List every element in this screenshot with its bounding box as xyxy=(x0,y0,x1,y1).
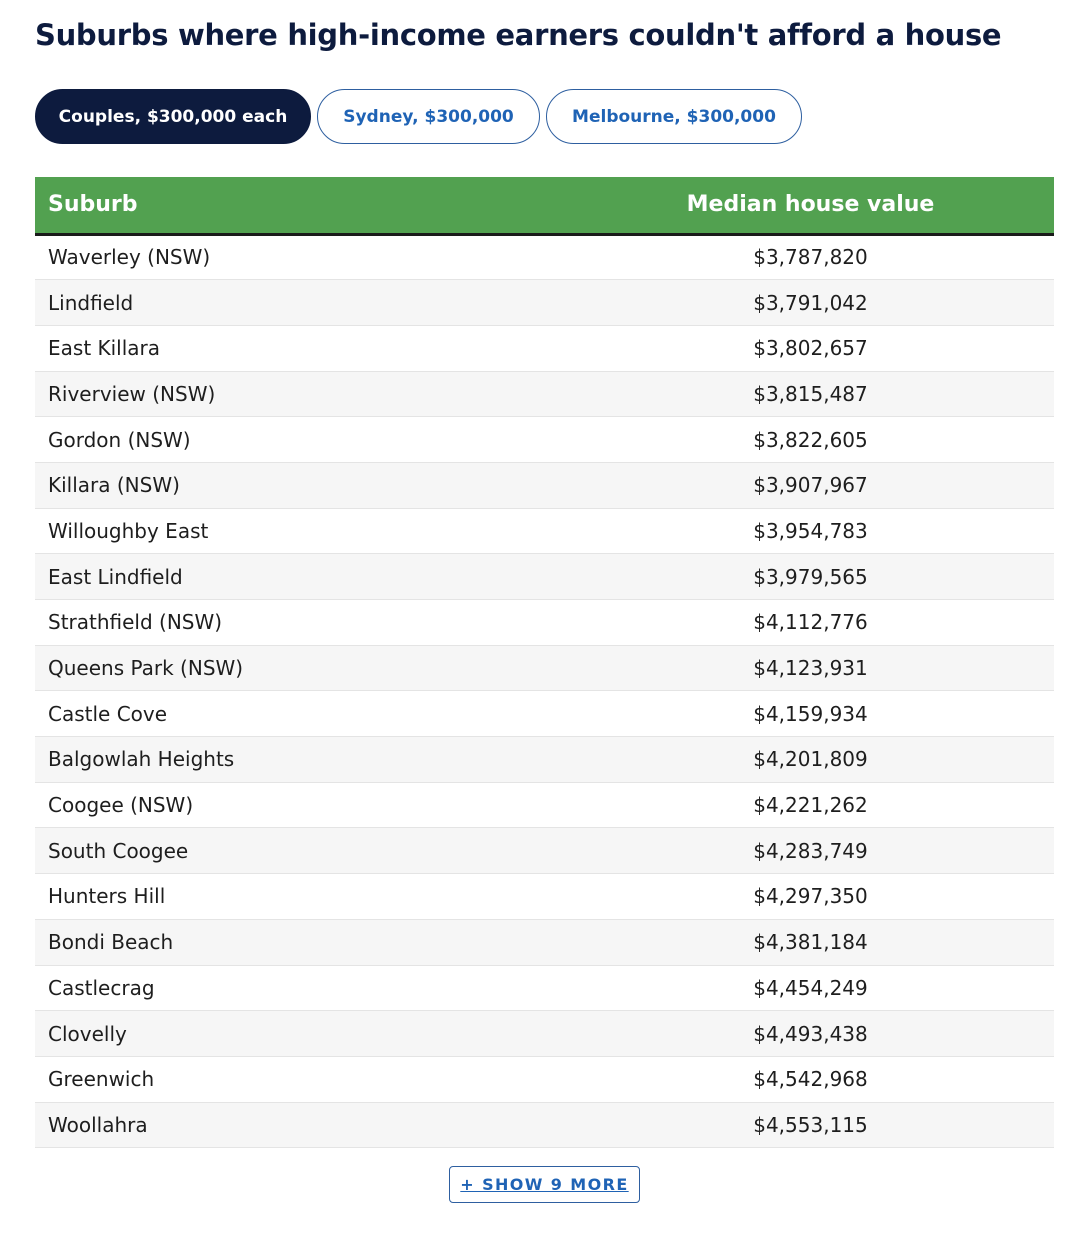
cell-suburb: East Killara xyxy=(48,336,161,361)
cell-median-house-value: $4,201,809 xyxy=(753,747,868,772)
cell-median-house-value: $4,493,438 xyxy=(753,1021,868,1046)
table-row xyxy=(35,554,1054,600)
cell-median-house-value: $3,802,657 xyxy=(753,336,868,361)
cell-median-house-value: $4,297,350 xyxy=(753,884,868,909)
cell-suburb: Lindfield xyxy=(48,290,134,315)
cell-suburb: Greenwich xyxy=(48,1067,155,1092)
cell-suburb: Killara (NSW) xyxy=(48,473,180,498)
cell-suburb: Woollahra xyxy=(48,1112,148,1137)
column-header-median-house-value[interactable]: Median house value xyxy=(567,177,1054,234)
table-row xyxy=(35,508,1054,554)
table-row xyxy=(35,600,1054,646)
cell-suburb: Willoughby East xyxy=(48,518,209,543)
table-row xyxy=(35,1011,1054,1057)
table-row xyxy=(35,828,1054,874)
tab-sydney[interactable]: Sydney, $300,000 xyxy=(317,89,540,144)
cell-median-house-value: $3,791,042 xyxy=(753,290,868,315)
cell-suburb: Coogee (NSW) xyxy=(48,793,194,818)
cell-median-house-value: $4,542,968 xyxy=(753,1067,868,1092)
cell-suburb: South Coogee xyxy=(48,838,189,863)
cell-median-house-value: $3,979,565 xyxy=(753,564,868,589)
table-row xyxy=(35,1056,1054,1102)
cell-suburb: Riverview (NSW) xyxy=(48,381,216,406)
table-row xyxy=(35,417,1054,463)
cell-median-house-value: $4,283,749 xyxy=(753,838,868,863)
table-row xyxy=(35,234,1054,280)
cell-median-house-value: $3,907,967 xyxy=(753,473,868,498)
table-row xyxy=(35,1102,1054,1148)
cell-suburb: Hunters Hill xyxy=(48,884,166,909)
cell-suburb: Waverley (NSW) xyxy=(48,245,211,270)
table-row xyxy=(35,280,1054,326)
cell-suburb: Queens Park (NSW) xyxy=(48,656,244,681)
cell-median-house-value: $4,454,249 xyxy=(753,975,868,1000)
table-body xyxy=(35,234,1054,1148)
cell-suburb: Strathfield (NSW) xyxy=(48,610,223,635)
column-header-suburb[interactable]: Suburb xyxy=(35,177,567,234)
cell-median-house-value: $3,822,605 xyxy=(753,427,868,452)
table-row xyxy=(35,782,1054,828)
cell-suburb: East Lindfield xyxy=(48,564,183,589)
table-row xyxy=(35,919,1054,965)
page-title: Suburbs where high-income earners couldn't afford a house xyxy=(35,18,1002,52)
cell-suburb: Bondi Beach xyxy=(48,930,174,955)
cell-median-house-value: $3,954,783 xyxy=(753,518,868,543)
cell-median-house-value: $4,553,115 xyxy=(753,1112,868,1137)
table-row xyxy=(35,737,1054,783)
cell-median-house-value: $4,112,776 xyxy=(753,610,868,635)
show-more-button[interactable]: + SHOW 9 MORE xyxy=(449,1166,640,1203)
table-row xyxy=(35,462,1054,508)
cell-median-house-value: $4,123,931 xyxy=(753,656,868,681)
cell-median-house-value: $4,159,934 xyxy=(753,701,868,726)
tab-couples[interactable]: Couples, $300,000 each xyxy=(35,89,311,144)
cell-median-house-value: $4,381,184 xyxy=(753,930,868,955)
cell-suburb: Gordon (NSW) xyxy=(48,427,191,452)
table-row xyxy=(35,645,1054,691)
cell-suburb: Castle Cove xyxy=(48,701,168,726)
cell-suburb: Castlecrag xyxy=(48,975,155,1000)
tab-melbourne[interactable]: Melbourne, $300,000 xyxy=(546,89,802,144)
table-row xyxy=(35,325,1054,371)
table-header-row xyxy=(35,177,1054,234)
cell-median-house-value: $4,221,262 xyxy=(753,793,868,818)
cell-suburb: Clovelly xyxy=(48,1021,127,1046)
table-row xyxy=(35,691,1054,737)
suburb-table xyxy=(35,177,1054,1148)
table-row xyxy=(35,874,1054,920)
table-row xyxy=(35,965,1054,1011)
tab-bar xyxy=(35,89,802,144)
cell-median-house-value: $3,815,487 xyxy=(753,381,868,406)
cell-suburb: Balgowlah Heights xyxy=(48,747,235,772)
table-row xyxy=(35,371,1054,417)
cell-median-house-value: $3,787,820 xyxy=(753,245,868,270)
